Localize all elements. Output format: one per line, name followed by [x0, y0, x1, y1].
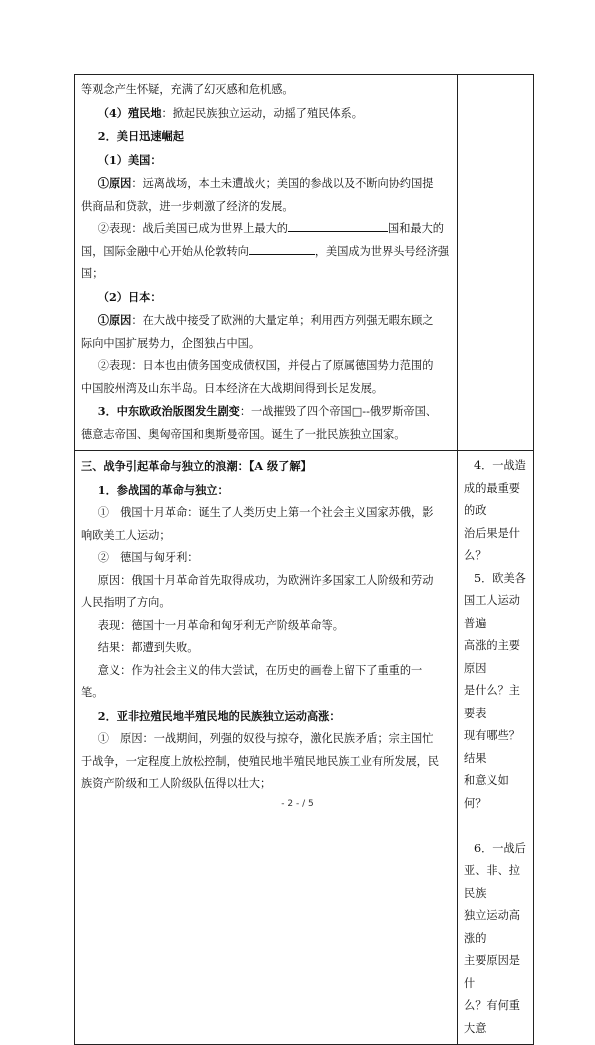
text-line: 国； — [81, 267, 104, 280]
notes-cell-lower — [75, 451, 458, 1045]
table-row — [75, 75, 534, 451]
question-5: 现有哪些？结果 — [464, 729, 520, 765]
question-6: 独立运动高涨的 — [464, 909, 520, 945]
questions-cell-upper — [458, 75, 534, 451]
notes-cell-upper — [75, 75, 458, 451]
text-line: 结果：都遭到失败。 — [97, 641, 199, 654]
question-4: 成的最重要的政 — [464, 481, 520, 517]
text-line: 供商品和贷款，进一步刺激了经济的发展。 — [81, 199, 294, 213]
fill-blank-line: ②表现：战后美国已成为世界上最大的 国和最大的 — [81, 218, 451, 241]
text-line: 中国胶州湾及山东半岛。日本经济在大战期间得到长足发展。 — [81, 381, 384, 395]
subsection-heading: 1．参战国的革命与独立： — [97, 482, 229, 497]
text-line: ①原因：远离战场，本土未遭战火；美国的参战以及不断向协约国提 — [97, 176, 434, 190]
section-heading: 2．美日迅速崛起 — [97, 129, 184, 143]
question-5: 5．欧美各 — [474, 571, 526, 585]
text-line: ② 德国与匈牙利： — [97, 551, 199, 564]
text-line: ①原因：在大战中接受了欧洲的大量定单；利用西方列强无暇东顾之 — [97, 313, 434, 327]
text-line: 德意志帝国、奥匈帝国和奥斯曼帝国。诞生了一批民族独立国家。 — [81, 427, 406, 441]
question-5: 国工人运动普遍 — [464, 594, 520, 630]
subsection-heading: 2．亚非拉殖民地半殖民地的民族独立运动高涨： — [97, 708, 341, 723]
subsection-heading: （1）美国： — [97, 152, 162, 167]
question-4: 4．一战造 — [474, 459, 526, 472]
spacer — [464, 815, 527, 838]
page-number: - 2 - / 5 — [281, 799, 314, 809]
table-row — [75, 451, 534, 1045]
question-6: 主要原因是什 — [464, 954, 520, 990]
answer-blank[interactable] — [288, 219, 388, 232]
answer-blank[interactable] — [249, 242, 315, 255]
question-6: 亚、非、拉民族 — [464, 864, 520, 900]
question-6: 6．一战后 — [474, 841, 526, 855]
text-line: 于战争，一定程度上放松控制，使殖民地半殖民地民族工业有所发展，民 — [81, 754, 440, 768]
text-line: ① 原因：一战期间，列强的奴役与掠夺，激化民族矛盾；宗主国忙 — [97, 732, 434, 745]
question-5: 和意义如何？ — [464, 774, 509, 810]
text-line: ① 俄国十月革命：诞生了人类历史上第一个社会主义国家苏俄，影 — [97, 506, 434, 519]
subsection-heading: （2）日本： — [97, 289, 162, 304]
text-line: ②表现：日本也由债务国变成债权国，并侵占了原属德国势力范围的 — [97, 359, 434, 372]
text-line: 笔。 — [81, 686, 104, 699]
text-line: 意义：作为社会主义的伟大尝试，在历史的画卷上留下了重重的一 — [97, 663, 423, 677]
question-6: 么？有何重大意 — [464, 999, 520, 1035]
text-line: 3．中东欧政治版图发生剧变：一战摧毁了四个帝国□--俄罗斯帝国、 — [97, 404, 437, 418]
text-line: 人民指明了方向。 — [81, 596, 171, 609]
text-line: （4）殖民地：掀起民族独立运动，动摇了殖民体系。 — [97, 105, 363, 120]
fill-blank-line: 国，国际金融中心开始从伦敦转向 ，美国成为世界头号经济强 — [81, 241, 451, 264]
section-heading: 三、战争引起革命与独立的浪潮：【A 级了解】 — [81, 459, 312, 473]
text-line: 表现：德国十一月革命和匈牙利无产阶级革命等。 — [97, 618, 344, 632]
question-4: 治后果是什么？ — [464, 526, 520, 562]
text-line: 际向中国扩展势力，企图独占中国。 — [81, 336, 261, 350]
text-line: 族资产阶级和工人阶级队伍得以壮大； — [81, 777, 272, 790]
question-5: 高涨的主要原因 — [464, 639, 520, 675]
question-5: 是什么？主要表 — [464, 684, 520, 720]
questions-cell-lower — [458, 451, 534, 1045]
text-line: 等观念产生怀疑，充满了幻灭感和危机感。 — [81, 83, 294, 96]
text-line: 原因：俄国十月革命首先取得成功，为欧洲许多国家工人阶级和劳动 — [97, 573, 434, 587]
text-line: 响欧美工人运动； — [81, 528, 171, 542]
content-table — [74, 74, 534, 1045]
